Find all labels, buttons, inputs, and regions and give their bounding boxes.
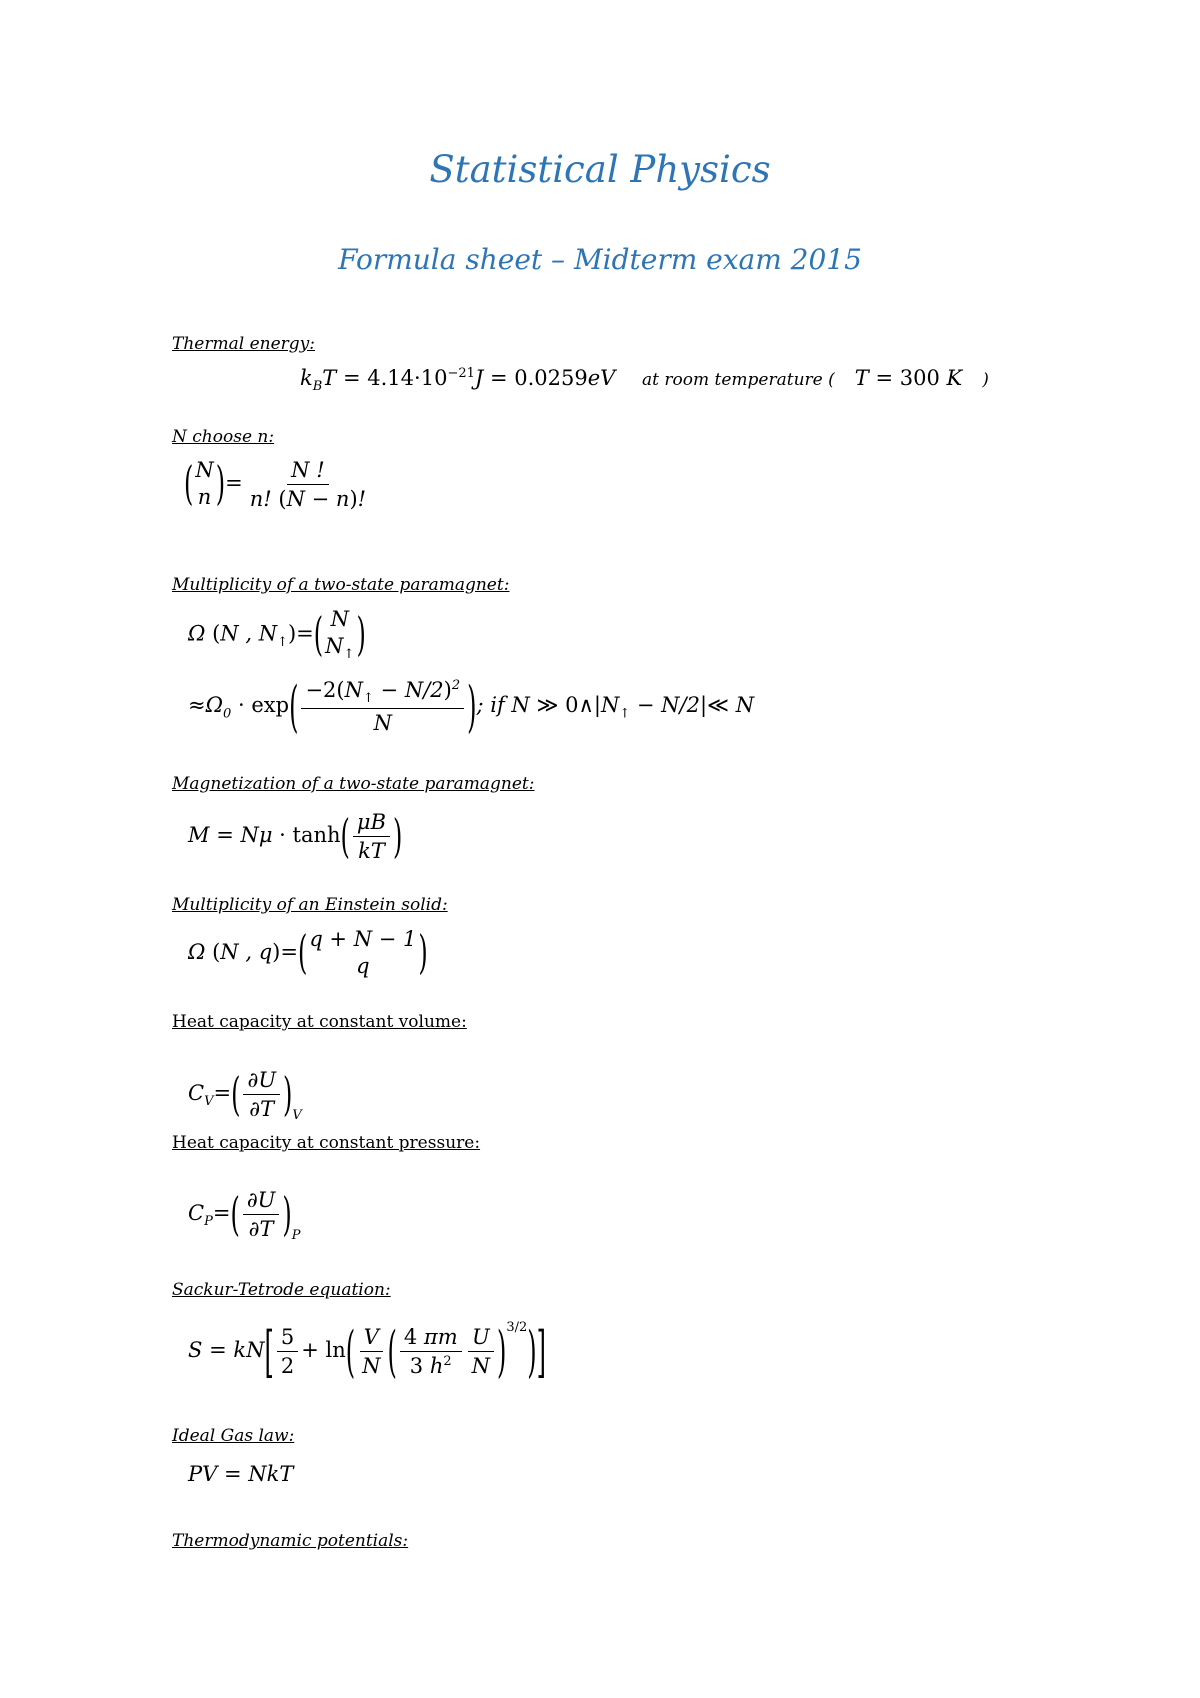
sackur-denominator: 2	[280, 1354, 295, 1378]
section-sackur: Sackur-Tetrode equation:	[172, 1280, 391, 1300]
heat-cap-v-sub: V	[204, 1094, 214, 1110]
section-mult-einstein: Multiplicity of an Einstein solid:	[172, 895, 448, 915]
section-heat-cap-p: Heat capacity at constant pressure:	[172, 1133, 481, 1153]
formula-ideal-gas: PV = NkT	[188, 1462, 294, 1486]
formula-magnetization: M = Nμ · tanh( $\frac{\mu B}{kT}$ )	[188, 809, 403, 864]
formula-binomial: ( N n )= $\frac{N !}{n! (N - n)!}$	[184, 457, 367, 511]
page-title: Statistical Physics	[429, 148, 771, 191]
section-magnetization: Magnetization of a two-state paramagnet:	[172, 774, 535, 794]
section-mult-paramagnet: Multiplicity of a two-state paramagnet:	[172, 575, 510, 595]
kb-value: 4.14	[367, 366, 415, 390]
page-subtitle: Formula sheet – Midterm exam 2015	[338, 243, 862, 276]
section-thermo-potentials: Thermodynamic potentials:	[172, 1531, 409, 1551]
formula-sackur-tetrode: S = kN[ $\frac{5}{2}$ + ln( $\frac{V}{N}$ ( $\frac{4 \pi m}{3 h^2}$ $\frac{U}{N}$ )$^{3/2}$)]	[188, 1319, 547, 1384]
room-temp-value: 300	[899, 366, 940, 390]
formula-thermal-energy: $k_BT = 4.14\cdot 10^{-21}J = 0.0259eV$ at room temperature ( T = 300 K )	[300, 366, 989, 395]
formula-heat-cap-p: $C_P=$( $\frac{\partial U}{\partial T}$ )$_P$	[188, 1187, 301, 1244]
section-heat-cap-v: Heat capacity at constant volume:	[172, 1012, 467, 1032]
section-n-choose-n: N choose n:	[172, 427, 275, 447]
ev-value: 0.0259	[514, 366, 588, 390]
formula-paramagnet-approx: $\approx\Omega_0 \cdot \exp$( $\frac{-2(N_↑ - N/2)^2}{N}$ ); if N ≫ $0\wedge|N_↑$ − N/2|≪ N	[188, 674, 755, 739]
formula-einstein-mult: Ω (N , q)=( q + N − 1 q )	[188, 926, 428, 980]
thermal-note: at room temperature (	[642, 370, 835, 390]
section-ideal-gas: Ideal Gas law:	[172, 1426, 295, 1446]
sackur-numerator: 5	[277, 1325, 298, 1352]
formula-heat-cap-v: $C_V=$( $\frac{\partial U}{\partial T}$ )$_V$	[188, 1067, 302, 1124]
heat-cap-p-sub: P	[204, 1214, 213, 1230]
section-thermal-energy: Thermal energy:	[172, 334, 315, 354]
sackur-coefficient: 4	[403, 1325, 418, 1349]
formula-paramagnet-mult: Ω (N , $N_↑)=$( N $N_↑$ )	[188, 607, 366, 663]
kb-exponent: −21	[447, 366, 475, 381]
